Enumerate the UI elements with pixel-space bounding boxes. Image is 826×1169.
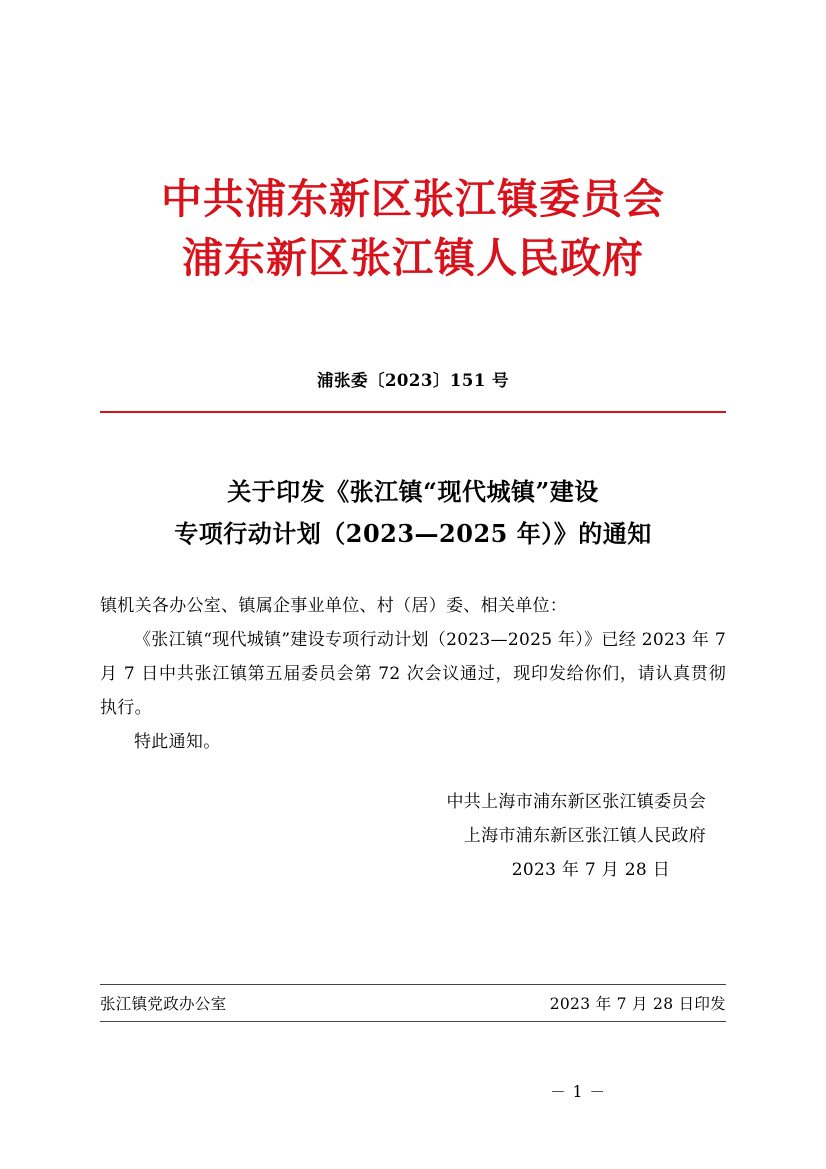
page-title-line-2: 专项行动计划（2023—2025 年）》的通知 <box>174 519 652 549</box>
footer-issuing-office: 张江镇党政办公室 <box>100 995 227 1014</box>
page-footer <box>100 984 726 1022</box>
footer-bottom-rule <box>100 1021 726 1022</box>
footer-top-rule <box>100 984 726 985</box>
page-number <box>0 1080 826 1102</box>
page-number-value: － 1 － <box>550 1083 606 1101</box>
signature-org-1: 中共上海市浦东新区张江镇委员会 <box>446 792 706 813</box>
signature-org-2: 上海市浦东新区张江镇人民政府 <box>463 826 706 847</box>
footer-row <box>100 985 726 1014</box>
page-title-line-1: 关于印发《张江镇“现代城镇”建设 <box>227 477 599 507</box>
page-title <box>100 471 726 555</box>
signature-date: 2023 年 7 月 28 日 <box>511 860 670 881</box>
red-divider-rule <box>100 411 726 414</box>
letterhead-line-2: 浦东新区张江镇人民政府 <box>182 234 644 283</box>
body-paragraph-2: 特此通知。 <box>134 732 221 753</box>
body-recipients: 镇机关各办公室、镇属企事业单位、村（居）委、相关单位： <box>100 596 568 617</box>
signature-block <box>100 785 726 887</box>
document-number: 浦张委〔2023〕151 号 <box>316 370 510 390</box>
footer-issue-date: 2023 年 7 月 28 日印发 <box>549 995 726 1014</box>
document-body <box>100 589 726 759</box>
letterhead-line-1: 中共浦东新区张江镇委员会 <box>161 175 665 223</box>
body-paragraph-1: 《张江镇“现代城镇”建设专项行动计划（2023—2025 年）》已经 2023 年 7 月 7 日中共张江镇第五届委员会第 72 次会议通过，现印发给你们，请认真贯彻执行。 <box>100 630 727 719</box>
letterhead <box>100 0 726 289</box>
